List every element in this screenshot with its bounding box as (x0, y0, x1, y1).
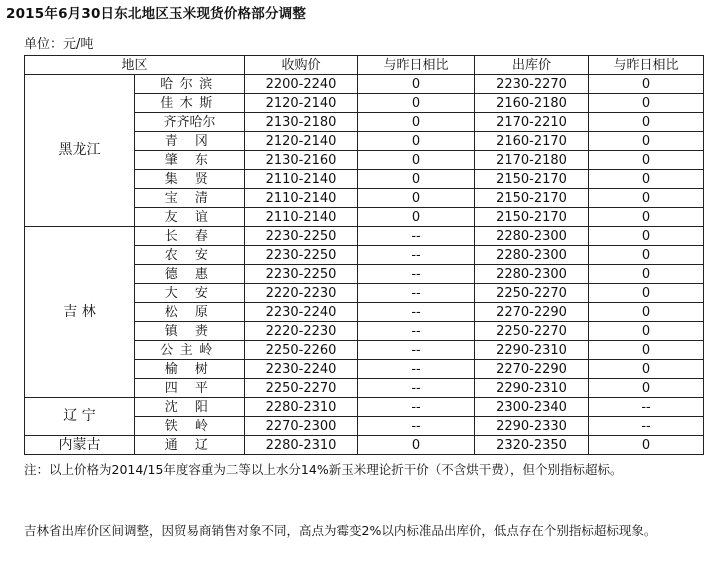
outbound-price-cell: 2150-2170 (475, 170, 589, 189)
outbound-price-cell: 2280-2300 (475, 246, 589, 265)
purchase-change-cell: 0 (358, 132, 475, 151)
purchase-change-cell: -- (358, 303, 475, 322)
header-purchase-price: 收购价 (245, 56, 358, 75)
purchase-price-cell: 2280-2310 (245, 398, 358, 417)
city-cell: 大 安 (135, 284, 245, 303)
outbound-change-cell: 0 (589, 360, 704, 379)
outbound-change-cell: 0 (589, 436, 704, 455)
purchase-price-cell: 2270-2300 (245, 417, 358, 436)
outbound-change-cell: 0 (589, 265, 704, 284)
city-cell: 公主岭 (135, 341, 245, 360)
purchase-price-cell: 2120-2140 (245, 94, 358, 113)
purchase-change-cell: -- (358, 398, 475, 417)
header-purchase-change: 与昨日相比 (358, 56, 475, 75)
outbound-price-cell: 2230-2270 (475, 75, 589, 94)
purchase-price-cell: 2110-2140 (245, 189, 358, 208)
table-row (25, 75, 704, 94)
outbound-change-cell: -- (589, 398, 704, 417)
city-cell: 农 安 (135, 246, 245, 265)
city-cell: 德 惠 (135, 265, 245, 284)
purchase-change-cell: 0 (358, 189, 475, 208)
city-cell: 铁 岭 (135, 417, 245, 436)
outbound-price-cell: 2150-2170 (475, 189, 589, 208)
region-cell: 内蒙古 (25, 436, 135, 455)
purchase-change-cell: 0 (358, 94, 475, 113)
region-cell: 辽 宁 (25, 398, 135, 436)
outbound-change-cell: 0 (589, 132, 704, 151)
city-cell: 松 原 (135, 303, 245, 322)
outbound-change-cell: 0 (589, 379, 704, 398)
purchase-price-cell: 2110-2140 (245, 170, 358, 189)
purchase-price-cell: 2110-2140 (245, 208, 358, 227)
purchase-change-cell: -- (358, 360, 475, 379)
outbound-change-cell: 0 (589, 284, 704, 303)
footnote: 注：以上价格为2014/15年度容重为二等以上水分14%新玉米理论折干价（不含烘干费），但个别指标超标。 (24, 462, 623, 477)
city-cell: 长 春 (135, 227, 245, 246)
outbound-price-cell: 2320-2350 (475, 436, 589, 455)
table-body (25, 75, 704, 455)
outbound-price-cell: 2270-2290 (475, 303, 589, 322)
purchase-price-cell: 2230-2240 (245, 303, 358, 322)
purchase-price-cell: 2230-2250 (245, 265, 358, 284)
purchase-change-cell: 0 (358, 436, 475, 455)
outbound-price-cell: 2250-2270 (475, 322, 589, 341)
purchase-price-cell: 2220-2230 (245, 322, 358, 341)
outbound-price-cell: 2280-2300 (475, 227, 589, 246)
outbound-price-cell: 2290-2310 (475, 379, 589, 398)
outbound-price-cell: 2280-2300 (475, 265, 589, 284)
city-cell: 通 辽 (135, 436, 245, 455)
header-region: 地区 (25, 56, 245, 75)
purchase-price-cell: 2250-2260 (245, 341, 358, 360)
purchase-change-cell: -- (358, 379, 475, 398)
outbound-change-cell: 0 (589, 303, 704, 322)
purchase-price-cell: 2120-2140 (245, 132, 358, 151)
unit-label: 单位：元/吨 (24, 37, 94, 52)
outbound-price-cell: 2170-2210 (475, 113, 589, 132)
purchase-change-cell: -- (358, 246, 475, 265)
purchase-change-cell: -- (358, 227, 475, 246)
city-cell: 齐齐哈尔 (135, 113, 245, 132)
purchase-change-cell: 0 (358, 75, 475, 94)
explanation-paragraph: 吉林省出库价区间调整，因贸易商销售对象不同，高点为霉变2%以内标准品出库价，低点存在个别指标超标现象。 (24, 523, 657, 538)
outbound-price-cell: 2160-2180 (475, 94, 589, 113)
purchase-price-cell: 2230-2250 (245, 227, 358, 246)
outbound-change-cell: 0 (589, 151, 704, 170)
city-cell: 沈 阳 (135, 398, 245, 417)
purchase-change-cell: 0 (358, 113, 475, 132)
outbound-price-cell: 2290-2310 (475, 341, 589, 360)
city-cell: 四 平 (135, 379, 245, 398)
city-cell: 镇 赉 (135, 322, 245, 341)
page-title: 2015年6月30日东北地区玉米现货价格部分调整 (6, 6, 307, 22)
outbound-price-cell: 2250-2270 (475, 284, 589, 303)
outbound-price-cell: 2150-2170 (475, 208, 589, 227)
outbound-change-cell: 0 (589, 170, 704, 189)
outbound-change-cell: 0 (589, 322, 704, 341)
outbound-price-cell: 2270-2290 (475, 360, 589, 379)
outbound-change-cell: 0 (589, 189, 704, 208)
purchase-change-cell: 0 (358, 208, 475, 227)
purchase-change-cell: -- (358, 341, 475, 360)
city-cell: 肇 东 (135, 151, 245, 170)
purchase-price-cell: 2230-2250 (245, 246, 358, 265)
outbound-price-cell: 2160-2170 (475, 132, 589, 151)
outbound-change-cell: 0 (589, 113, 704, 132)
outbound-change-cell: 0 (589, 208, 704, 227)
purchase-price-cell: 2130-2180 (245, 113, 358, 132)
purchase-price-cell: 2250-2270 (245, 379, 358, 398)
city-cell: 友 谊 (135, 208, 245, 227)
table-row (25, 227, 704, 246)
header-outbound-price: 出库价 (475, 56, 589, 75)
city-cell: 佳木斯 (135, 94, 245, 113)
city-cell: 宝 清 (135, 189, 245, 208)
city-cell: 哈尔滨 (135, 75, 245, 94)
purchase-price-cell: 2130-2160 (245, 151, 358, 170)
purchase-change-cell: 0 (358, 151, 475, 170)
purchase-change-cell: -- (358, 265, 475, 284)
outbound-change-cell: 0 (589, 94, 704, 113)
purchase-change-cell: -- (358, 284, 475, 303)
outbound-change-cell: 0 (589, 341, 704, 360)
outbound-change-cell: 0 (589, 75, 704, 94)
purchase-price-cell: 2230-2240 (245, 360, 358, 379)
header-outbound-change: 与昨日相比 (589, 56, 704, 75)
table-row (25, 436, 704, 455)
outbound-change-cell: 0 (589, 227, 704, 246)
purchase-price-cell: 2200-2240 (245, 75, 358, 94)
city-cell: 集 贤 (135, 170, 245, 189)
outbound-price-cell: 2300-2340 (475, 398, 589, 417)
purchase-price-cell: 2280-2310 (245, 436, 358, 455)
outbound-change-cell: 0 (589, 246, 704, 265)
purchase-price-cell: 2220-2230 (245, 284, 358, 303)
price-table (24, 55, 704, 455)
region-cell: 吉 林 (25, 227, 135, 398)
table-header-row (25, 56, 704, 75)
purchase-change-cell: -- (358, 322, 475, 341)
region-cell: 黑龙江 (25, 75, 135, 227)
outbound-change-cell: -- (589, 417, 704, 436)
city-cell: 青 冈 (135, 132, 245, 151)
table-row (25, 398, 704, 417)
outbound-price-cell: 2170-2180 (475, 151, 589, 170)
outbound-price-cell: 2290-2330 (475, 417, 589, 436)
purchase-change-cell: -- (358, 417, 475, 436)
purchase-change-cell: 0 (358, 170, 475, 189)
city-cell: 榆 树 (135, 360, 245, 379)
